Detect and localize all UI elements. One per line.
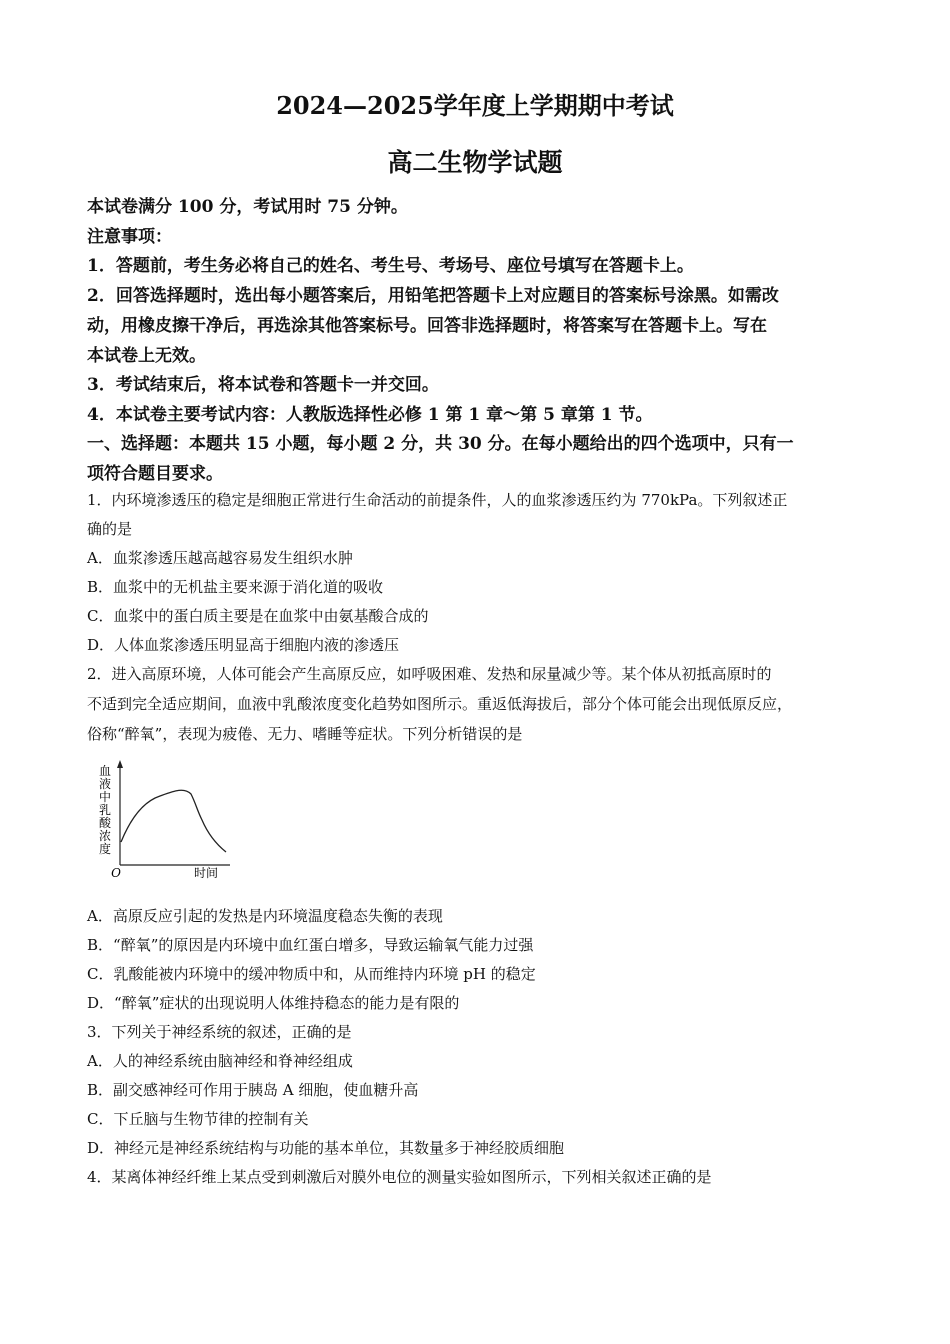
origin-label: O — [111, 866, 121, 880]
q1-stem-line-1: 1．内环境渗透压的稳定是细胞正常进行生命活动的前提条件，人的血浆渗透压约为 770kPa。下列叙述正 — [87, 491, 788, 509]
note-2-line-3: 本试卷上无效。 — [87, 346, 206, 366]
q3-option-d: D．神经元是神经系统结构与功能的基本单位，其数量多于神经胶质细胞 — [87, 1139, 565, 1157]
q3-option-c: C．下丘脑与生物节律的控制有关 — [87, 1110, 309, 1128]
note-4: 4．本试卷主要考试内容：人教版选择性必修 1 第 1 章～第 5 章第 1 节。 — [87, 405, 653, 425]
ylabel-char: 度 — [98, 842, 112, 856]
lactate-curve — [121, 790, 226, 852]
q2-option-b: B．“醉氧”的原因是内环境中血红蛋白增多，导致运输氧气能力过强 — [87, 936, 534, 954]
exam-title: 2024—2025学年度上学期期中考试 — [276, 91, 674, 120]
ylabel-char: 中 — [98, 790, 112, 804]
q3-option-a: A．人的神经系统由脑神经和脊神经组成 — [87, 1052, 353, 1070]
notes-heading: 注意事项： — [87, 227, 172, 247]
section-heading-line-2: 项符合题目要求。 — [87, 464, 223, 484]
ylabel-char: 浓 — [98, 829, 112, 843]
q1-option-b: B．血浆中的无机盐主要来源于消化道的吸收 — [87, 578, 384, 596]
note-1: 1．答题前，考生务必将自己的姓名、考生号、考场号、座位号填写在答题卡上。 — [87, 256, 694, 276]
q2-option-a: A．高原反应引起的发热是内环境温度稳态失衡的表现 — [87, 907, 443, 925]
q4-stem: 4．某离体神经纤维上某点受到刺激后对膜外电位的测量实验如图所示，下列相关叙述正确的是 — [87, 1168, 712, 1186]
q3-option-b: B．副交感神经可作用于胰岛 A 细胞，使血糖升高 — [87, 1081, 419, 1099]
y-axis-arrow — [117, 760, 123, 768]
q1-option-d: D．人体血浆渗透压明显高于细胞内液的渗透压 — [87, 636, 400, 654]
ylabel-char: 液 — [98, 777, 112, 791]
q2-option-d: D．“醉氧”症状的出现说明人体维持稳态的能力是有限的 — [87, 994, 460, 1012]
score-time-line: 本试卷满分 100 分，考试用时 75 分钟。 — [87, 197, 408, 217]
q2-option-c: C．乳酸能被内环境中的缓冲物质中和，从而维持内环境 pH 的稳定 — [87, 965, 536, 983]
section-heading-line-1: 一、选择题：本题共 15 小题，每小题 2 分，共 30 分。在每小题给出的四个选项中，只有一 — [87, 434, 794, 454]
ylabel-char: 乳 — [98, 803, 112, 817]
note-3: 3．考试结束后，将本试卷和答题卡一并交回。 — [87, 375, 439, 395]
exam-subtitle: 高二生物学试题 — [387, 148, 563, 177]
q1-stem-line-2: 确的是 — [87, 520, 133, 538]
q2-stem-line-1: 2．进入高原环境，人体可能会产生高原反应，如呼吸困难、发热和尿量减少等。某个体从初抵高原时的 — [87, 665, 772, 683]
ylabel-char: 血 — [98, 764, 112, 778]
lactate-curve-figure — [98, 760, 233, 885]
q2-stem-line-3: 俗称“醉氧”，表现为疲倦、无力、嗜睡等症状。下列分析错误的是 — [87, 725, 523, 743]
note-2-line-2: 动，用橡皮擦干净后，再选涂其他答案标号。回答非选择题时，将答案写在答题卡上。写在 — [87, 316, 767, 336]
q3-stem: 3．下列关于神经系统的叙述，正确的是 — [87, 1023, 352, 1041]
x-axis-label: 时间 — [193, 866, 219, 880]
ylabel-char: 酸 — [98, 816, 112, 830]
q2-stem-line-2: 不适到完全适应期间，血液中乳酸浓度变化趋势如图所示。重返低海拔后，部分个体可能会出现低原反应， — [87, 695, 793, 713]
q1-option-c: C．血浆中的蛋白质主要是在血浆中由氨基酸合成的 — [87, 607, 429, 625]
note-2-line-1: 2．回答选择题时，选出每小题答案后，用铅笔把答题卡上对应题目的答案标号涂黑。如需改 — [87, 286, 779, 306]
q1-option-a: A．血浆渗透压越高越容易发生组织水肿 — [87, 549, 353, 567]
